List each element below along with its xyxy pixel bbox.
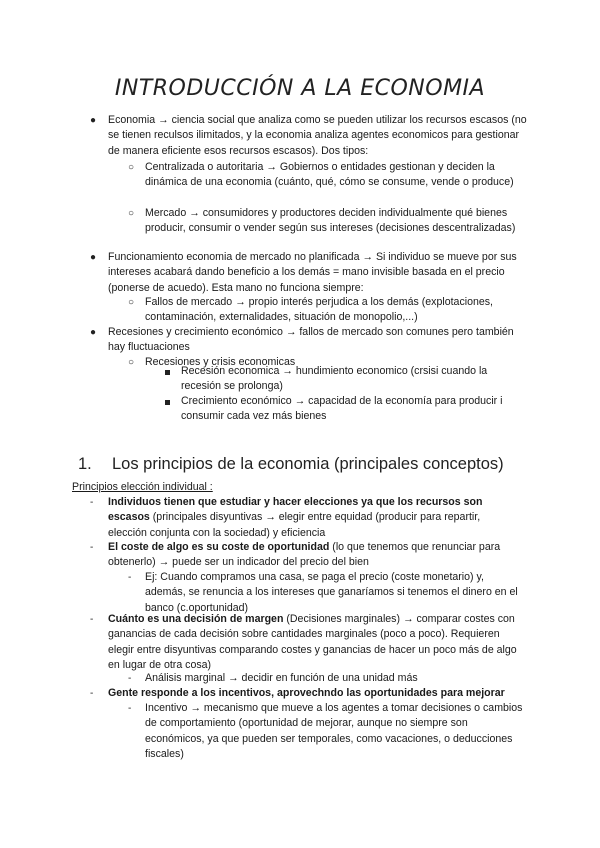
bullet-dash: - <box>128 673 132 684</box>
principle-4-incentive: Incentivo → mecanismo que mueve a los agentes a tomar decisiones o cambios de comportamiento (oportunidad de mejorar, aunque no siempre son económicos, ya que pueden ser temporales, como vacaciones, o deducciones fiscales) <box>145 702 523 761</box>
bullet-dash: - <box>128 572 132 583</box>
principle-2 <box>108 540 523 571</box>
bullet-circle: ○ <box>128 162 135 173</box>
bullet-funcionamiento: Funcionamiento economia de mercado no planificada → Si individuo se mueve por sus intereses acabará dando beneficio a los demás = mano invisible basada en el precio (ponerse de acuedo). Esta mano no funciona siempre: <box>108 251 517 294</box>
principle-2-text: (lo que tenemos que renunciar para obtenerlo) → puede ser un indicador del precio del bien <box>108 541 501 569</box>
page-title: INTRODUCCIÓN A LA ECONOMIA <box>114 76 486 101</box>
bullet-recesiones: Recesiones y crecimiento económico → fallos de mercado son comunes pero también hay fluctuaciones <box>108 326 514 354</box>
bullet-recesiones-crisis: Recesiones y crisis economicas <box>145 356 296 368</box>
bullet-dot: ● <box>90 252 97 263</box>
principle-3-analysis: Análisis marginal → decidir en función de una unidad más <box>145 672 418 684</box>
principle-1-text: (principales disyuntivas → elegir entre equidad (producir para repartir, elección conjunta con la sociedad) y eficiencia <box>108 511 481 539</box>
principle-3-text: (Decisiones marginales) → comparar costes con ganancias de cada decisión sobre cantidades marginales (poco a poco). Requieren elegir entre disyuntivas comparando costes y ganancias de hacer un poco más de algo en lugar de otra cosa) <box>108 613 517 672</box>
bullet-square <box>165 400 170 405</box>
bullet-mercado: Mercado → consumidores y productores deciden individualmente qué bienes producir, consumir o vender según sus intereses (decisiones descentralizadas) <box>145 207 516 235</box>
bullet-centralizada: Centralizada o autoritaria → Gobiernos o entidades gestionan y deciden la dinámica de una economia (cuánto, qué, cómo se consume, vende o produce) <box>145 161 514 189</box>
bullet-fallos: Fallos de mercado → propio interés perjudica a los demás (explotaciones, contaminación, externalidades, situación de monopolio,...) <box>145 296 494 324</box>
bullet-circle: ○ <box>128 297 135 308</box>
section-number: 1. <box>78 455 92 473</box>
principle-2-example: Ej: Cuando compramos una casa, se paga el precio (coste monetario) y, además, se renuncia a los intereses que ganaríamos si tenemos el dinero en el banco (c.oportunidad) <box>145 571 518 614</box>
principle-4-bold: Gente responde a los incentivos, aprovechndo las oportunidades para mejorar <box>108 687 505 699</box>
bullet-recesion-economica: Recesión economica → hundimiento economico (crsisi cuando la recesión se prolonga) <box>181 365 488 393</box>
bullet-square <box>165 370 170 375</box>
bullet-dash: - <box>90 542 94 553</box>
section-heading <box>78 454 504 474</box>
subheading: Principios elección individual : <box>72 481 213 493</box>
principle-3-bold: Cuánto es una decisión de margen <box>108 613 284 625</box>
principle-1 <box>108 495 518 541</box>
bullet-circle: ○ <box>128 208 135 219</box>
principle-3 <box>108 612 526 674</box>
bullet-dash: - <box>90 688 94 699</box>
bullet-economia: Economia → ciencia social que analiza como se pueden utilizar los recursos escasos (no se tienen reculsos ilimitados, y la economia analiza agentes economicos para gestionar de manera eficiente esos recursos escasos). Dos tipos: <box>108 114 527 157</box>
principle-2-bold: El coste de algo es su coste de oportunidad <box>108 541 330 553</box>
bullet-circle: ○ <box>128 357 135 368</box>
bullet-dot: ● <box>90 115 97 126</box>
bullet-dash: - <box>128 703 132 714</box>
bullet-crecimiento: Crecimiento económico → capacidad de la economía para producir i consumir cada vez más bienes <box>181 395 503 423</box>
bullet-dot: ● <box>90 327 97 338</box>
principle-4 <box>108 686 533 701</box>
bullet-dash: - <box>90 614 94 625</box>
bullet-dash: - <box>90 497 94 508</box>
principle-1-bold: Individuos tienen que estudiar y hacer elecciones ya que los recursos son escasos <box>108 496 483 524</box>
section-title: Los principios de la economia (principales conceptos) <box>112 455 504 473</box>
